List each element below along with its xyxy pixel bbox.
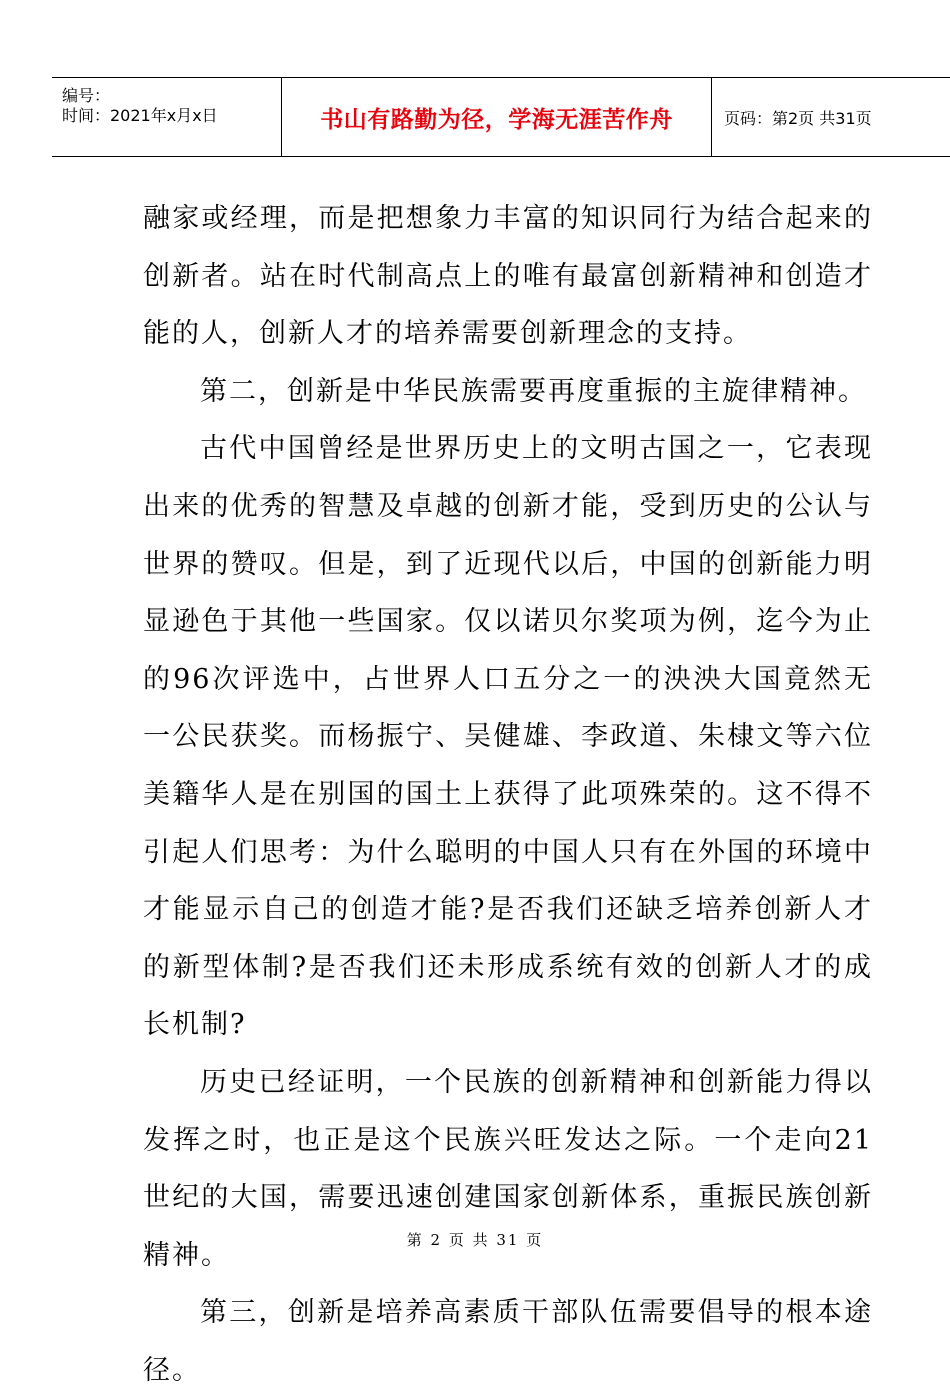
paragraph: 古代中国曾经是世界历史上的文明古国之一，它表现出来的优秀的智慧及卓越的创新才能，受到历史的公认与世界的赞叹。但是，到了近现代以后，中国的创新能力明显逊色于其他一些国家。仅以诺贝尔奖项为例，迄今为止的96次评选中，占世界人口五分之一的泱泱大国竟然无一公民获奖。而杨振宁、吴健雄、李政道、朱棣文等六位美籍华人是在别国的国土上获得了此项殊荣的。这不得不引起人们思考：为什么聪明的中国人只有在外国的环境中才能显示自己的创造才能?是否我们还缺乏培养创新人才的新型体制?是否我们还未形成系统有效的创新人才的成长机制?	[143, 433, 873, 1041]
paragraph: 融家或经理，而是把想象力丰富的知识同行为结合起来的创新者。站在时代制高点上的唯有最富创新精神和创造才能的人，创新人才的培养需要创新理念的支持。	[143, 203, 873, 350]
page-footer: 第 2 页 共 31 页	[406, 1231, 544, 1249]
document-body	[143, 190, 873, 1399]
paragraph: 第二，创新是中华民族需要再度重振的主旋律精神。	[200, 375, 867, 407]
header-meta	[52, 78, 282, 156]
paragraph: 历史已经证明，一个民族的创新精神和创新能力得以发挥之时，也正是这个民族兴旺发达之际。一个走向21世纪的大国，需要迅速创建国家创新体系，重振民族创新精神。	[143, 1066, 873, 1271]
header-number: 编号：	[62, 86, 111, 105]
header-page-info: 页码：第2页 共31页	[724, 108, 872, 128]
header-time: 时间：2021年x月x日	[62, 106, 218, 125]
paragraph: 第三，创新是培养高素质干部队伍需要倡导的根本途径。	[143, 1297, 873, 1386]
header-motto: 书山有路勤为径，学海无涯苦作舟	[282, 78, 712, 156]
document-header	[52, 77, 950, 157]
